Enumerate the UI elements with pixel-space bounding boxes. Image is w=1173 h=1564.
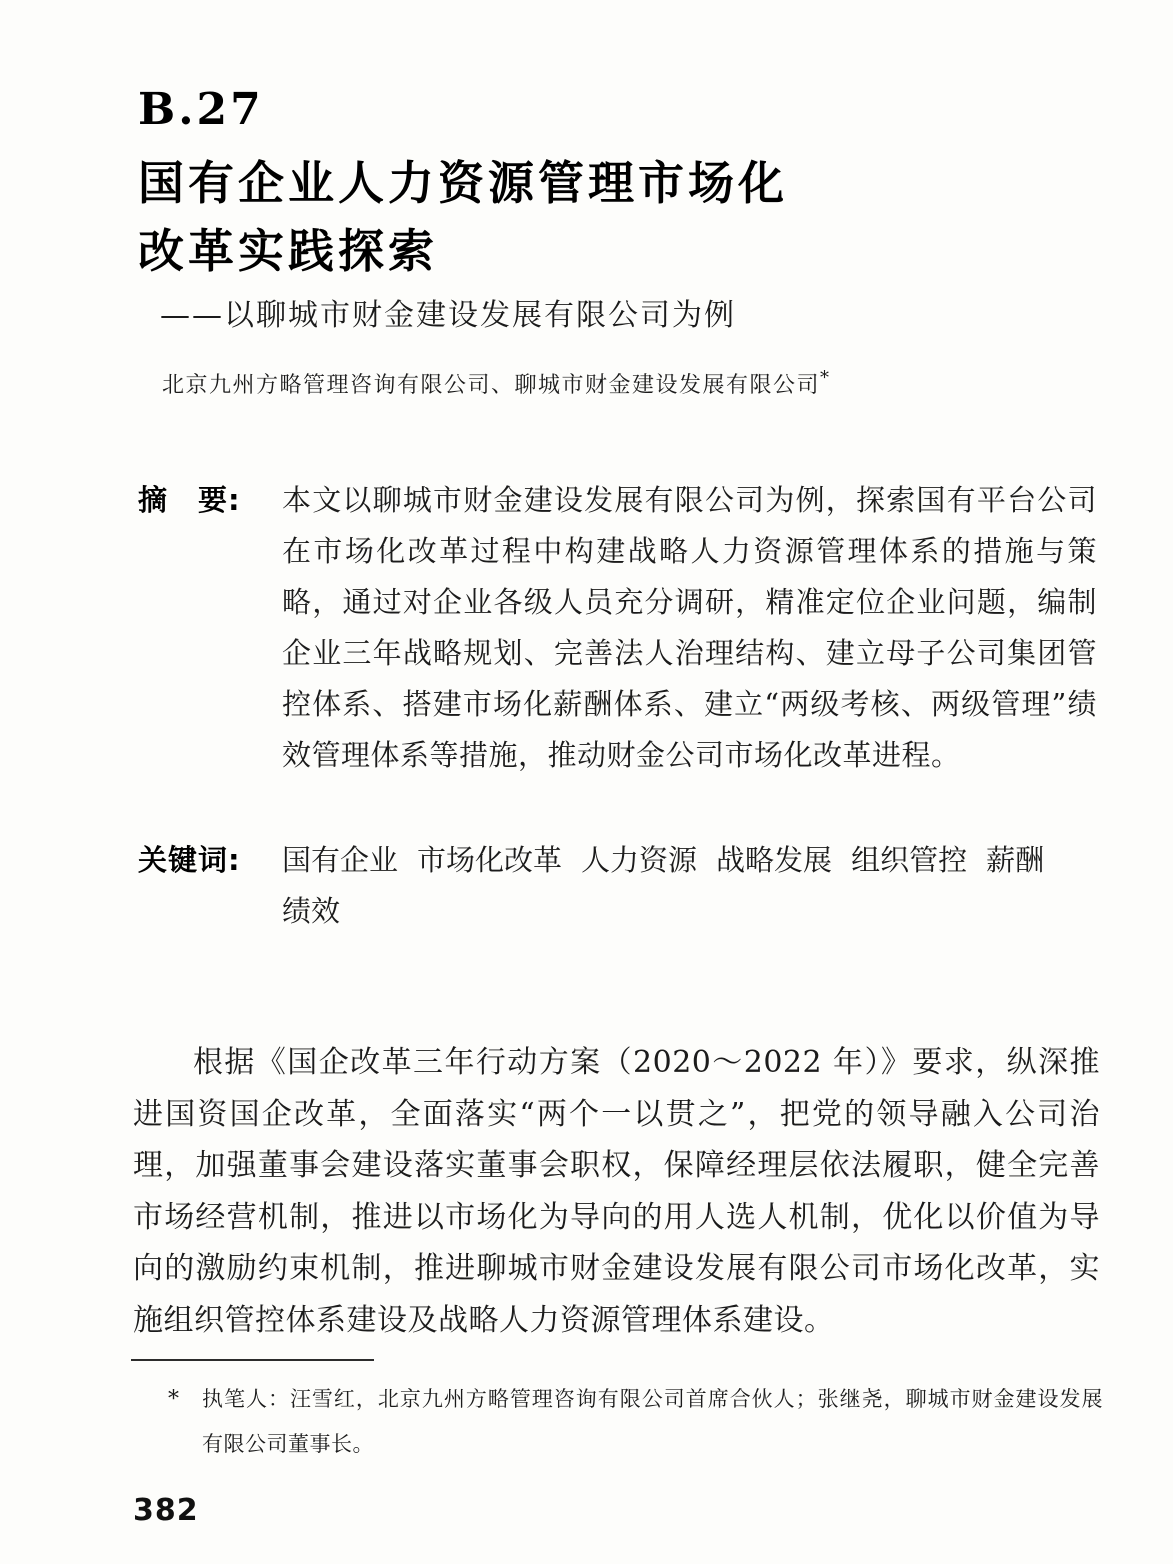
footnote-marker: * [168,1387,179,1412]
keyword-item: 薪酬 [986,843,1045,877]
subtitle: ——以聊城市财金建设发展有限公司为例 [160,298,736,333]
body-paragraph: 根据《国企改革三年行动方案（2020～2022 年）》要求，纵深推进国资国企改革，全面落实“两个一以贯之”，把党的领导融入公司治理，加强董事会建设落实董事会职权，保障经理层依法履职，健全完善市场经营机制，推进以市场化为导向的用人选人机制，优化以价值为导向的激励约束机制，推进聊城市财金建设发展有限公司市场化改革，实施组织管控体系建设及战略人力资源管理体系建设。 [133,1045,1100,1338]
keyword-item: 组织管控 [851,843,968,877]
abstract-text: 本文以聊城市财金建设发展有限公司为例，探索国有平台公司在市场化改革过程中构建战略人力资源管理体系的措施与策略，通过对企业各级人员充分调研，精准定位企业问题，编制企业三年战略规划、完善法人治理结构、建立母子公司集团管控体系、搭建市场化薪酬体系、建立“两级考核、两级管理”绩效管理体系等措施，推动财金公司市场化改革进程。 [282,483,1097,772]
keyword-item: 绩效 [282,894,341,928]
footnote-divider [131,1359,374,1361]
title-line-2: 改革实践探索 [138,224,438,278]
footnote-text: 执笔人：汪雪红，北京九州方略管理咨询有限公司首席合伙人；张继尧，聊城市财金建设发展有限公司董事长。 [202,1387,1103,1456]
keyword-item: 人力资源 [581,843,698,877]
title-line-1: 国有企业人力资源管理市场化 [138,156,788,210]
page-title [138,149,1173,285]
page-number: 382 [133,1493,199,1528]
chapter-number: B.27 [138,84,264,135]
keyword-item: 国有企业 [282,843,399,877]
abstract-label: 摘 要: [138,483,241,517]
authors-line [162,367,1173,401]
footnote [168,1377,1103,1467]
abstract-section [138,475,1173,781]
keyword-item: 战略发展 [716,843,833,877]
keywords-section [138,835,1173,937]
keyword-item: 市场化改革 [417,843,563,877]
keywords-label: 关键词: [138,843,241,877]
authors-footnote-marker: * [820,367,831,389]
keywords-list [282,835,1097,937]
authors-text: 北京九州方略管理咨询有限公司、聊城市财金建设发展有限公司 [162,373,821,398]
